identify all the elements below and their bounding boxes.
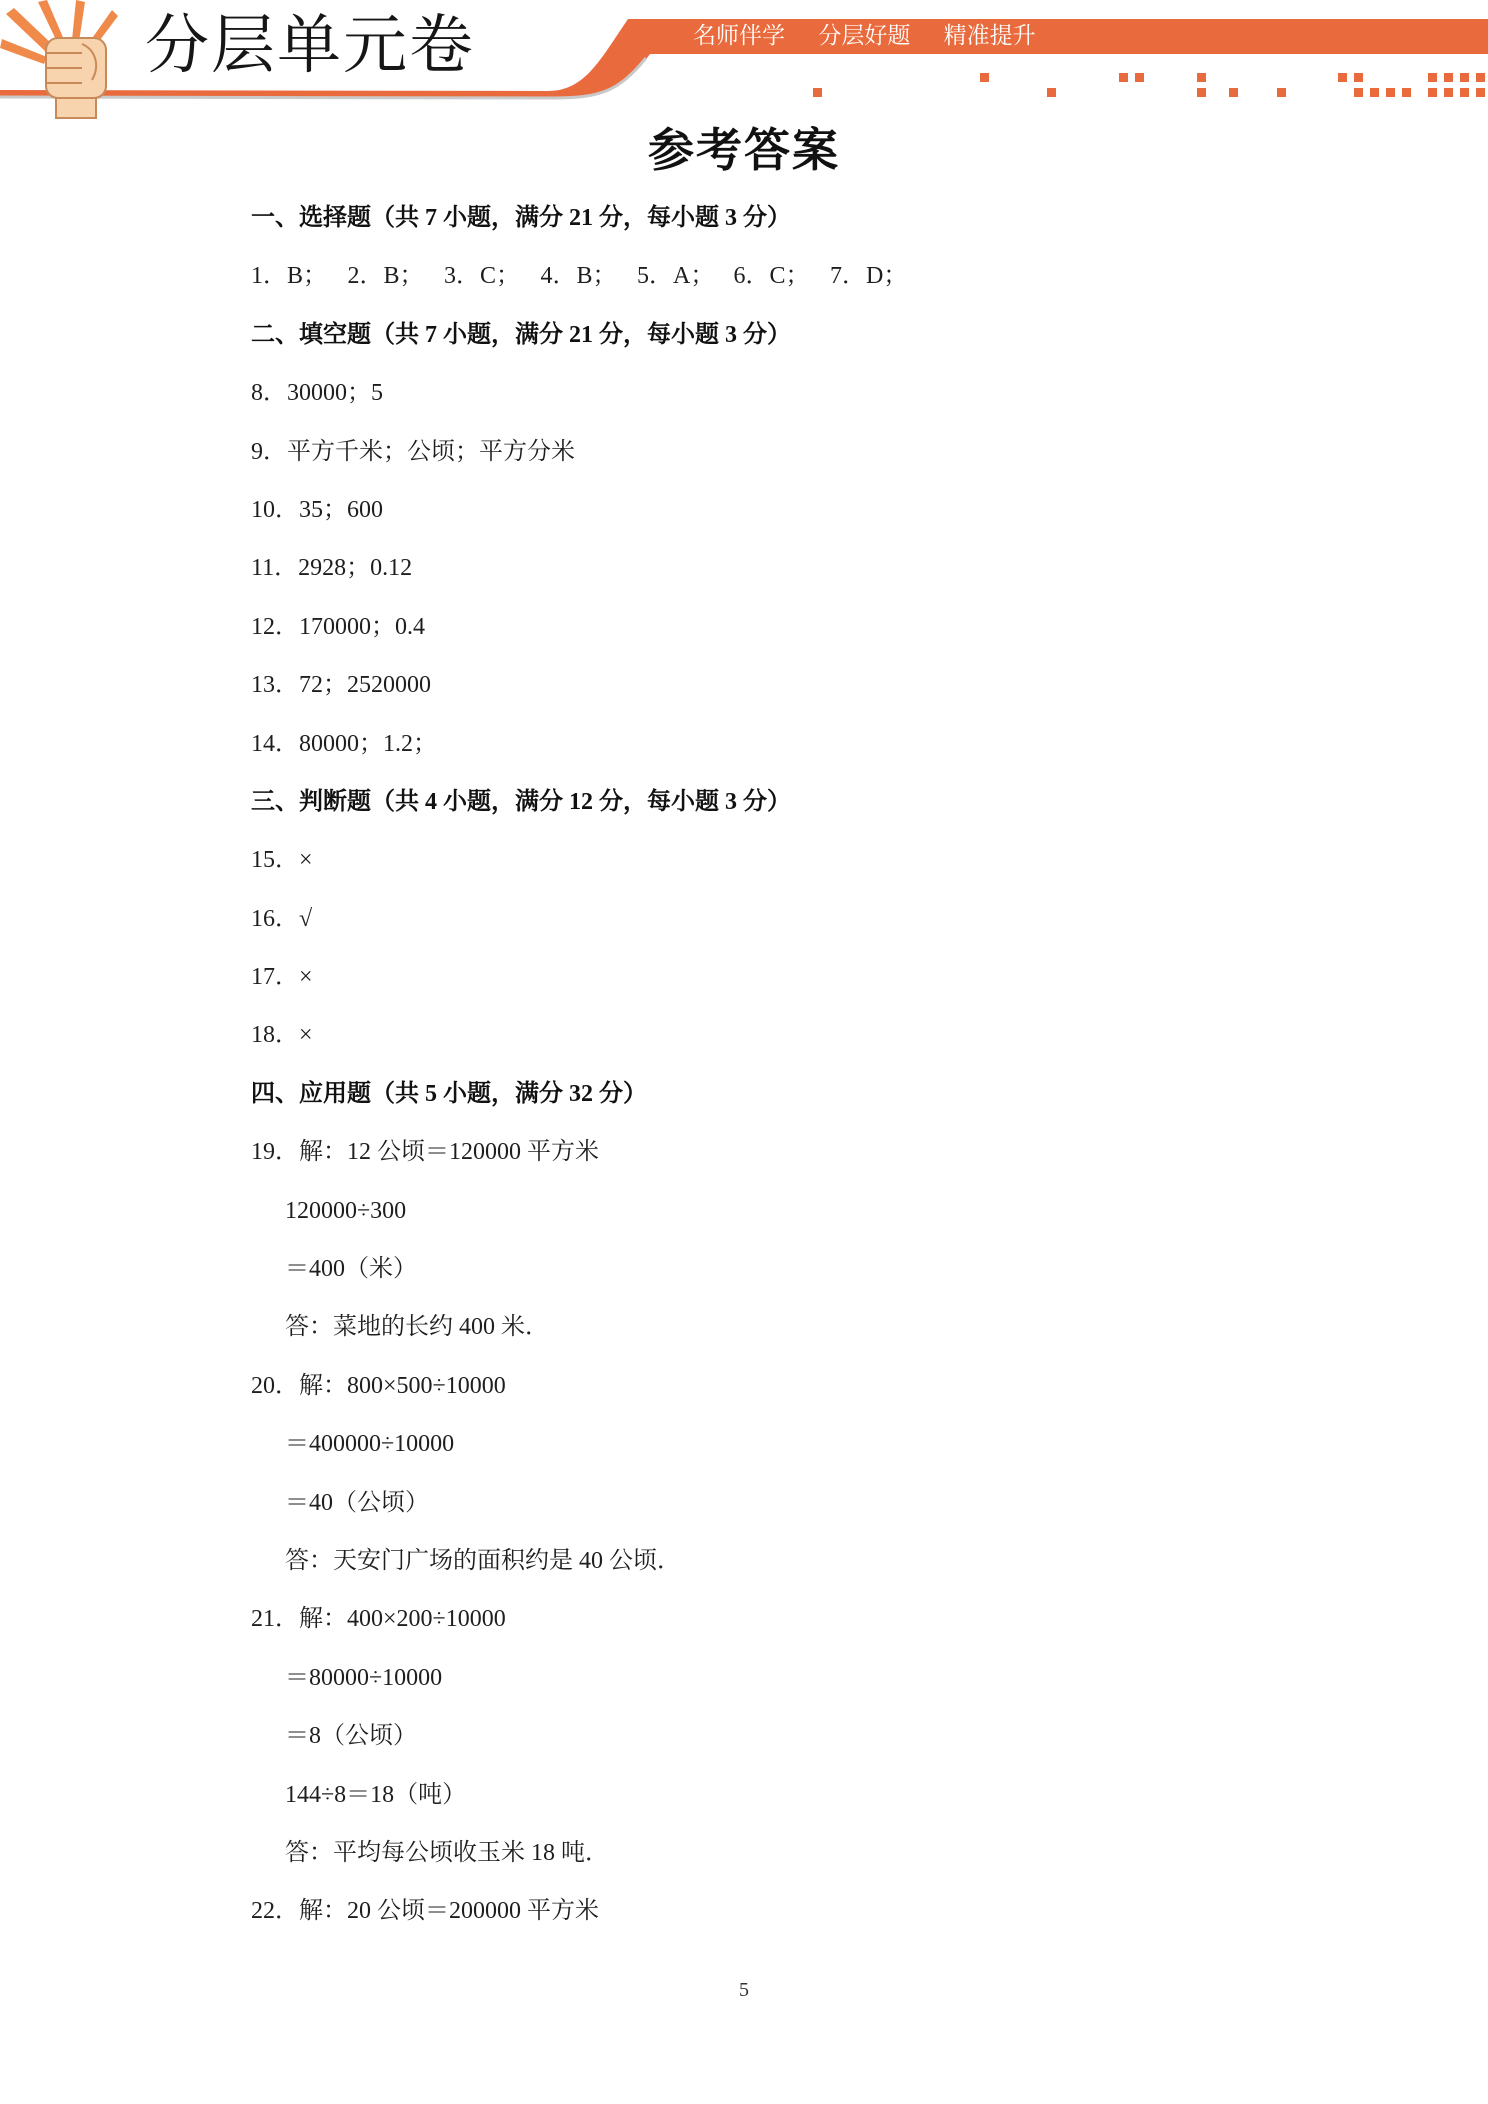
section-heading-choice: 一、选择题（共 7 小题，满分 21 分，每小题 3 分） xyxy=(251,205,791,231)
slogan-bar xyxy=(693,19,1062,54)
problem-solution-line: 22．解：20 公顷＝200000 平方米 xyxy=(251,1898,599,1925)
fill-blank-answer: 13．72；2520000 xyxy=(251,672,431,699)
solution-answer: 答：菜地的长约 400 米． xyxy=(285,1314,549,1341)
fill-blank-answer: 9．平方千米；公顷；平方分米 xyxy=(251,438,575,465)
slogan-item: 分层好题 xyxy=(818,23,911,49)
choice-answer: 1．B； xyxy=(251,263,328,290)
slogan-item: 名师伴学 xyxy=(693,23,785,49)
section-heading-application: 四、应用题（共 5 小题，满分 32 分） xyxy=(251,1080,647,1107)
fill-blank-answer: 10．35；600 xyxy=(251,496,383,523)
solution-step: ＝400000÷10000 xyxy=(285,1431,455,1458)
page-number: 5 xyxy=(739,1979,749,2001)
choice-answer: 5．A； xyxy=(637,263,715,290)
answer-content xyxy=(251,189,1351,1941)
solution-answer: 答：平均每公顷收玉米 18 吨． xyxy=(285,1839,609,1866)
judgement-answer: 18．× xyxy=(251,1022,313,1049)
fill-blank-answer: 8．30000；5 xyxy=(251,380,383,407)
fill-blank-answer: 11．2928；0.12 xyxy=(251,555,413,582)
solution-step: ＝80000÷10000 xyxy=(285,1664,443,1691)
choice-answer: 4．B； xyxy=(540,263,617,290)
judgement-answer: 16．√ xyxy=(251,905,313,932)
page-title: 参考答案 xyxy=(648,125,840,176)
choice-answer: 2．B； xyxy=(347,263,424,290)
choice-answer: 6．C； xyxy=(733,263,810,290)
raised-fist-icon xyxy=(0,0,118,118)
slogan-item: 精准提升 xyxy=(943,23,1036,49)
problem-solution-line: 19．解：12 公顷＝120000 平方米 xyxy=(251,1139,599,1166)
judgement-answer: 17．× xyxy=(251,964,313,991)
choice-answer: 7．D； xyxy=(830,263,908,290)
decorative-squares xyxy=(813,73,1485,97)
fill-blank-answer: 14．80000；1.2； xyxy=(251,730,437,757)
problem-solution-line: 20．解：800×500÷10000 xyxy=(251,1372,506,1399)
solution-step: ＝40（公顷） xyxy=(285,1489,429,1516)
choice-answers-row xyxy=(251,247,1351,305)
solution-step: 120000÷300 xyxy=(285,1197,407,1224)
section-heading-judgement: 三、判断题（共 4 小题，满分 12 分，每小题 3 分） xyxy=(251,788,791,815)
judgement-answer: 15．× xyxy=(251,847,313,874)
brand-title: 分层单元卷 xyxy=(145,9,475,83)
solution-step: ＝8（公顷） xyxy=(285,1723,417,1750)
problem-solution-line: 21．解：400×200÷10000 xyxy=(251,1606,506,1633)
choice-answer: 3．C； xyxy=(444,263,521,290)
solution-answer: 答：天安门广场的面积约是 40 公顷． xyxy=(285,1547,681,1574)
section-heading-fill-blank: 二、填空题（共 7 小题，满分 21 分，每小题 3 分） xyxy=(251,321,791,348)
fill-blank-answer: 12．170000；0.4 xyxy=(251,613,425,640)
solution-step: 144÷8＝18（吨） xyxy=(285,1781,467,1808)
solution-step: ＝400（米） xyxy=(285,1256,417,1283)
